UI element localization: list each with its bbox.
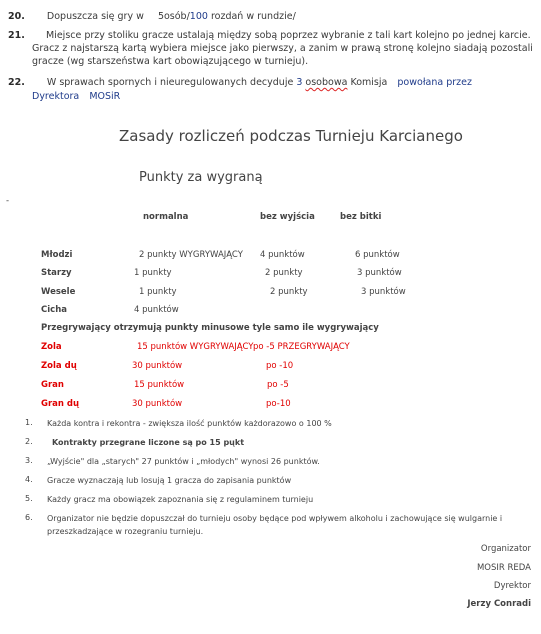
rule-text-highlight: powołana przez [397, 77, 472, 88]
cell-penalty: po -5 [267, 380, 289, 390]
rule-21-number: 21. [8, 30, 25, 41]
row-label-mlodzi: Młodzi [41, 250, 73, 260]
cell-normal: 1 punkty [139, 287, 177, 297]
cell-penalty: po -5 PRZEGRYWAJĄCY [253, 342, 350, 352]
rule-number: 22. [8, 77, 25, 88]
row-label-cicha: Cicha [41, 305, 67, 315]
list-item-continuation: przeszkadzające w rozegraniu turnieju. [47, 527, 204, 536]
row-label-zola: Zola [41, 342, 62, 352]
cell-normal: 2 punkty WYGRYWAJĄCY [139, 250, 243, 260]
list-item: Kontrakty przegrane liczone są po 15 pųkt [52, 438, 245, 447]
page-subtitle: Punkty za wygraną [139, 170, 263, 185]
cell-no-exit: 4 punktów [260, 250, 305, 260]
list-item: Gracze wyznaczają lub losują 1 gracza do zapisania punktów [47, 476, 292, 485]
signature-name: Jerzy Conradi [467, 599, 531, 609]
list-item: Organizator nie będzie dopuszczał do turnieju osoby będące pod wpływem alkoholu i zachowujące się wulgarnie i [47, 514, 503, 523]
rule-text: Dyrektora [32, 91, 80, 102]
cell-normal: 1 punkty [134, 268, 172, 278]
list-number: 4. [25, 475, 33, 484]
signature-role-director: Dyrektor [493, 581, 531, 591]
row-label-starzy: Starzy [41, 268, 72, 278]
rule-21-line-2: Gracz z najstarszą kartą wybiera miejsce jako pierwszy, a zanim w prawą stronę kolejno siadają pozostali [32, 43, 533, 54]
row-label-gran: Gran [41, 380, 64, 390]
cell-penalty: po -10 [266, 361, 294, 371]
cell-no-trick: 3 punktów [357, 268, 402, 278]
list-item: Każdy gracz ma obowiązek zapoznania się z regulaminem turnieju [47, 495, 314, 504]
cell-points: 15 punktów WYGRYWAJĄCY [137, 342, 254, 352]
cell-no-exit: 2 punkty [270, 287, 308, 297]
list-item: Każda kontra i rekontra - zwiększa ilość punktów każdorazowo o 100 % [47, 419, 332, 428]
rule-text: 5osób/ [157, 11, 190, 22]
cell-penalty: po-10 [266, 399, 291, 409]
row-label-zola-du: Zola dų [41, 361, 77, 371]
cell-no-trick: 6 punktów [355, 250, 400, 260]
list-number: 1. [25, 418, 33, 427]
cell-no-trick: 3 punktów [361, 287, 406, 297]
rule-21-line-1: Miejsce przy stoliku gracze ustalają między sobą poprzez wybranie z tali kart kolejno po jednej karcie. [46, 30, 531, 41]
misspelled-word: osobowa [305, 77, 348, 88]
signature-org: MOSIR REDA [476, 563, 531, 573]
cell-points: 30 punktów [132, 399, 183, 409]
list-item: „Wyjście" dla „starych" 27 punktów i „młodych" wynosi 26 punktów. [47, 457, 320, 466]
page-title: Zasady rozliczeń podczas Turnieju Karcianego [119, 127, 463, 145]
losers-note: Przegrywający otrzymują punkty minusowe tyle samo ile wygrywający [41, 323, 379, 333]
list-number: 2. [25, 437, 33, 446]
list-number: 3. [25, 456, 33, 465]
row-label-gran-du: Gran dų [41, 399, 80, 409]
rule-text: Komisja [347, 77, 388, 88]
rule-number: 20. [8, 11, 25, 22]
rule-text: rozdań w rundzie/ [207, 11, 296, 22]
row-label-wesele: Wesele [41, 287, 76, 297]
stray-dash: - [6, 196, 10, 206]
header-normal: normalna [143, 212, 189, 222]
rule-20 [8, 11, 296, 24]
rule-text: W sprawach spornych i nieuregulowanych decyduje [46, 77, 297, 88]
header-no-trick: bez bitki [340, 212, 382, 222]
list-number: 5. [25, 494, 33, 503]
rule-text: Dopuszcza się gry w [46, 11, 144, 22]
cell-normal: 4 punktów [134, 305, 179, 315]
rule-text: MOSiR [89, 91, 121, 102]
rule-22-line-2 [32, 91, 120, 104]
cell-points: 30 punktów [132, 361, 183, 371]
cell-no-exit: 2 punkty [265, 268, 303, 278]
cell-points: 15 punktów [134, 380, 185, 390]
rule-number-highlight: 3 [296, 77, 303, 88]
rule-22 [8, 77, 472, 90]
rule-21-line-3: gracze (wg starszeństwa kart obowiązującego w turnieju). [32, 56, 309, 67]
header-no-exit: bez wyjścia [260, 212, 315, 222]
signature-role: Organizator [480, 544, 531, 554]
rule-number-highlight: 100 [189, 11, 208, 22]
list-number: 6. [25, 513, 33, 522]
